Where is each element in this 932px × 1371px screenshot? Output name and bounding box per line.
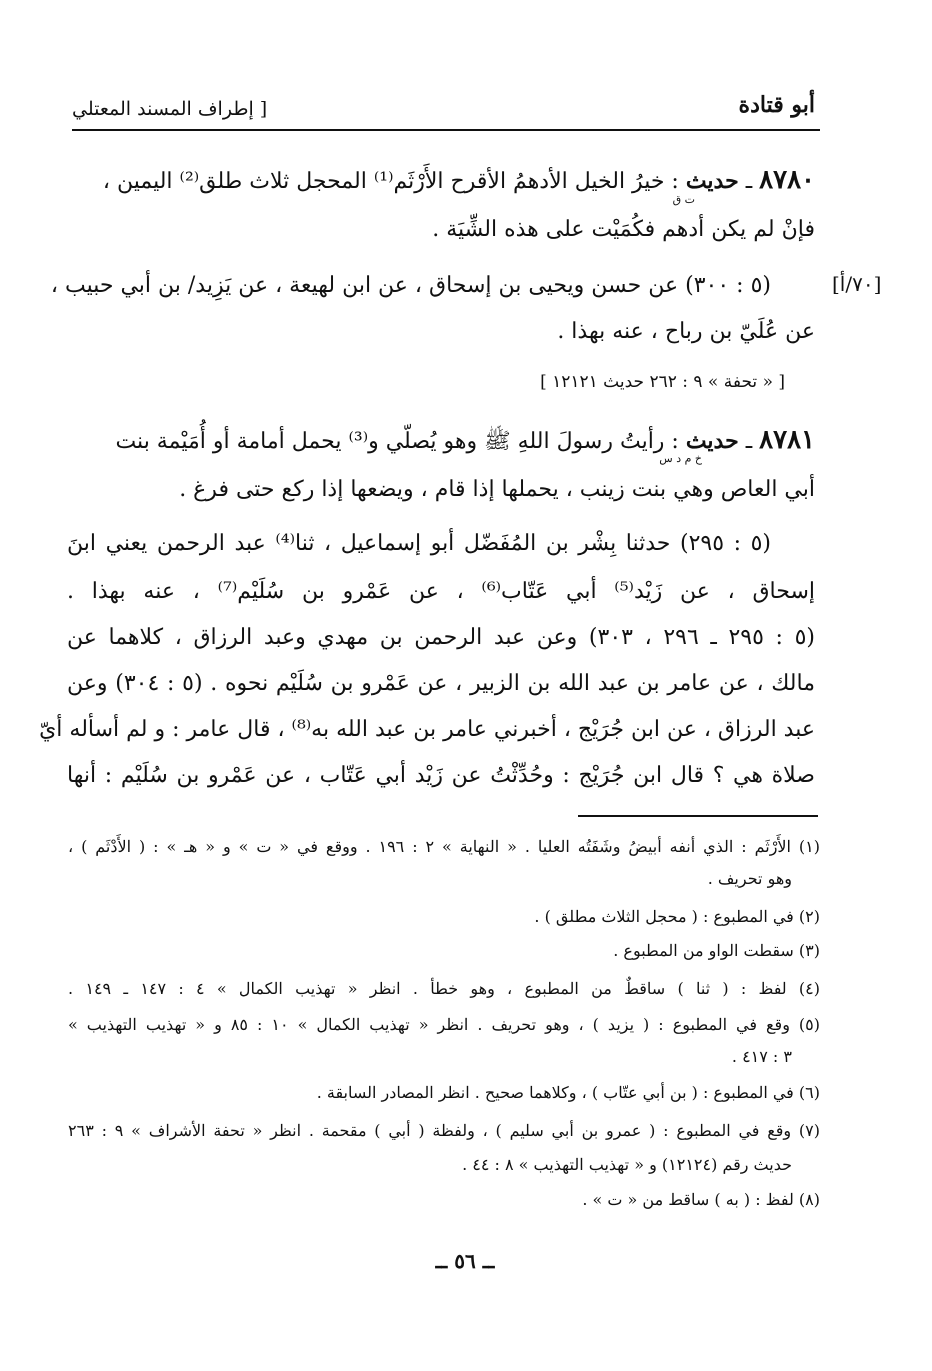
hadith-matn: : خيرُ الخيل الأدهمُ الأقرح الأَرْثَم⁽¹⁾ المحجل ثلاث طلق⁽²⁾ اليمين ، bbox=[102, 169, 686, 194]
footnote-7-line-2: حديث رقم (١٢١٢٤) و « تهذيب التهذيب » ٨ : ٤٤ . bbox=[462, 1155, 792, 1174]
footnote-7-line-1: (٧) وقع في المطبوع : ( عمرو بن أبي سليم ) ، ولفظة ( أبي ) مقحمة . انظر « تحفة الأشراف » ٩ : ٢٦٣ bbox=[68, 1121, 821, 1140]
manuscript-folio-marker: [٧٠/أ] bbox=[832, 272, 882, 296]
isnad-text: (٥ : ٢٩٥) حدثنا بِشْر بن المُفَضّل أبو إسماعيل ، ثنا⁽⁴⁾ عبد الرحمن يعني ابنَ bbox=[67, 531, 772, 556]
footnote-4: (٤) لفظ : ( ثنا ) ساقطٌ من المطبوع ، وهو خطأ . انظر « تهذيب الكمال » ٤ : ١٤٧ ـ ١٤٩ . bbox=[68, 979, 820, 998]
hadith-dash: ـ bbox=[738, 429, 760, 454]
hadith-8781-text-line-1 bbox=[67, 420, 815, 460]
hadith-keyword: حديث bbox=[685, 168, 739, 194]
hadith-matn: : رأيتُ رسولَ اللهِ ﷺ وهو يُصلّي و⁽³⁾ يحمل أمامة أو أُمَيْمة بنت bbox=[115, 429, 686, 454]
hadith-8780-isnad-line-2: عن عُلَيّ بن رباح ، عنه بهذا . bbox=[557, 319, 815, 344]
hadith-8780-isnad-line-1 bbox=[50, 266, 815, 306]
hadith-8781-isnad-line-4: مالك ، عن عامر بن عبد الله بن الزبير ، عن عَمْرو بن سُلَيْم نحوه . (٥ : ٣٠٤) وعن bbox=[67, 671, 815, 696]
running-header-title: أبو قتادة bbox=[738, 92, 815, 118]
footnote-2: (٢) في المطبوع : ( محجل الثلاث مطلق ) . bbox=[534, 907, 820, 926]
hadith-8781-isnad-line-2: إسحاق ، عن زَيْد⁽⁵⁾ أبي عَتّاب⁽⁶⁾ ، عن عَمْرو بن سُلَيْم⁽⁷⁾ ، عنه بهذا . bbox=[67, 579, 815, 604]
footnote-5-line-1: (٥) وقع في المطبوع : ( يزيد ) ، وهو تحريف . انظر « تهذيب الكمال » ١٠ : ٨٥ و « تهذيب التهذيب » bbox=[68, 1015, 821, 1034]
hadith-8781-text-line-2: أبي العاص وهي بنت زينب ، يحملها إذا قام ، ويضعها إذا ركع حتى فرغ . bbox=[179, 477, 815, 502]
hadith-8781-isnad-line-3: (٥ : ٢٩٥ ـ ٢٩٦ ، ٣٠٣) وعن عبد الرحمن بن مهدي وعبد الرزاق ، كلاهما عن bbox=[67, 625, 815, 650]
tuhfa-reference-text: [ « تحفة » ٩ : ٢٦٢ حديث ١٢١٢١ ] bbox=[540, 372, 785, 392]
hadith-8781-isnad-line-1 bbox=[67, 524, 815, 564]
header-rule bbox=[72, 129, 820, 131]
running-header-book-title: [ إطراف المسند المعتلي bbox=[72, 98, 268, 120]
footnote-3: (٣) سقطت الواو من المطبوع . bbox=[613, 941, 820, 960]
footnote-separator bbox=[578, 815, 818, 817]
footnote-1-line-1: (١) الأَرْثَم : الذي أنفه أبيضُ وشَفَتُه العليا . « النهاية » ٢ : ١٩٦ . ووقع في « ت » و « هـ » : ( الأَدْثَم ) ، bbox=[68, 837, 821, 856]
hadith-number: ٨٧٨٠ bbox=[759, 165, 815, 195]
hadith-dash: ـ bbox=[738, 169, 760, 194]
hadith-keyword: حديث bbox=[685, 428, 739, 454]
page-number: ــ ٥٦ ــ bbox=[435, 1249, 495, 1273]
tuhfa-reference bbox=[67, 362, 815, 402]
footnote-6: (٦) في المطبوع : ( بن أبي عتّاب ) ، وكلاهما صحيح . انظر المصادر السابقة . bbox=[316, 1083, 820, 1102]
hadith-8781-isnad-line-5: عبد الرزاق ، عن ابن جُرَيْج ، أخبرني عامر بن عبد الله به⁽⁸⁾ ، قال عامر : و لم أسأله أيّ bbox=[39, 717, 815, 742]
hadith-8781-isnad-line-6: صلاة هي ؟ قال ابن جُرَيْج : وحُدِّثْتُ عن زَيْد أبي عَتّاب ، عن عَمْرو بن سُلَيْم : أنها bbox=[67, 763, 815, 788]
hadith-8780-text-line-1 bbox=[67, 160, 815, 200]
hadith-number: ٨٧٨١ bbox=[759, 425, 815, 455]
footnote-8: (٨) لفظ : ( به ) ساقط من « ت » . bbox=[582, 1190, 820, 1209]
isnad-text: (٥ : ٣٠٠) عن حسن ويحيى بن إسحاق ، عن ابن لهيعة ، عن يَزِيد/ بن أبي حبيب ، bbox=[50, 273, 771, 298]
footnote-5-line-2: ٣ : ٤١٧ . bbox=[731, 1047, 792, 1066]
hadith-8780-text-line-2: فإنْ لم يكن أدهم فكُمَيْت على هذه الشِّيَة . bbox=[432, 217, 815, 242]
footnote-1-line-2: وهو تحريف . bbox=[707, 869, 792, 888]
hadith-8780-sigla: ت ق bbox=[672, 193, 695, 206]
hadith-8781-sigla: خ م د س bbox=[659, 452, 702, 465]
